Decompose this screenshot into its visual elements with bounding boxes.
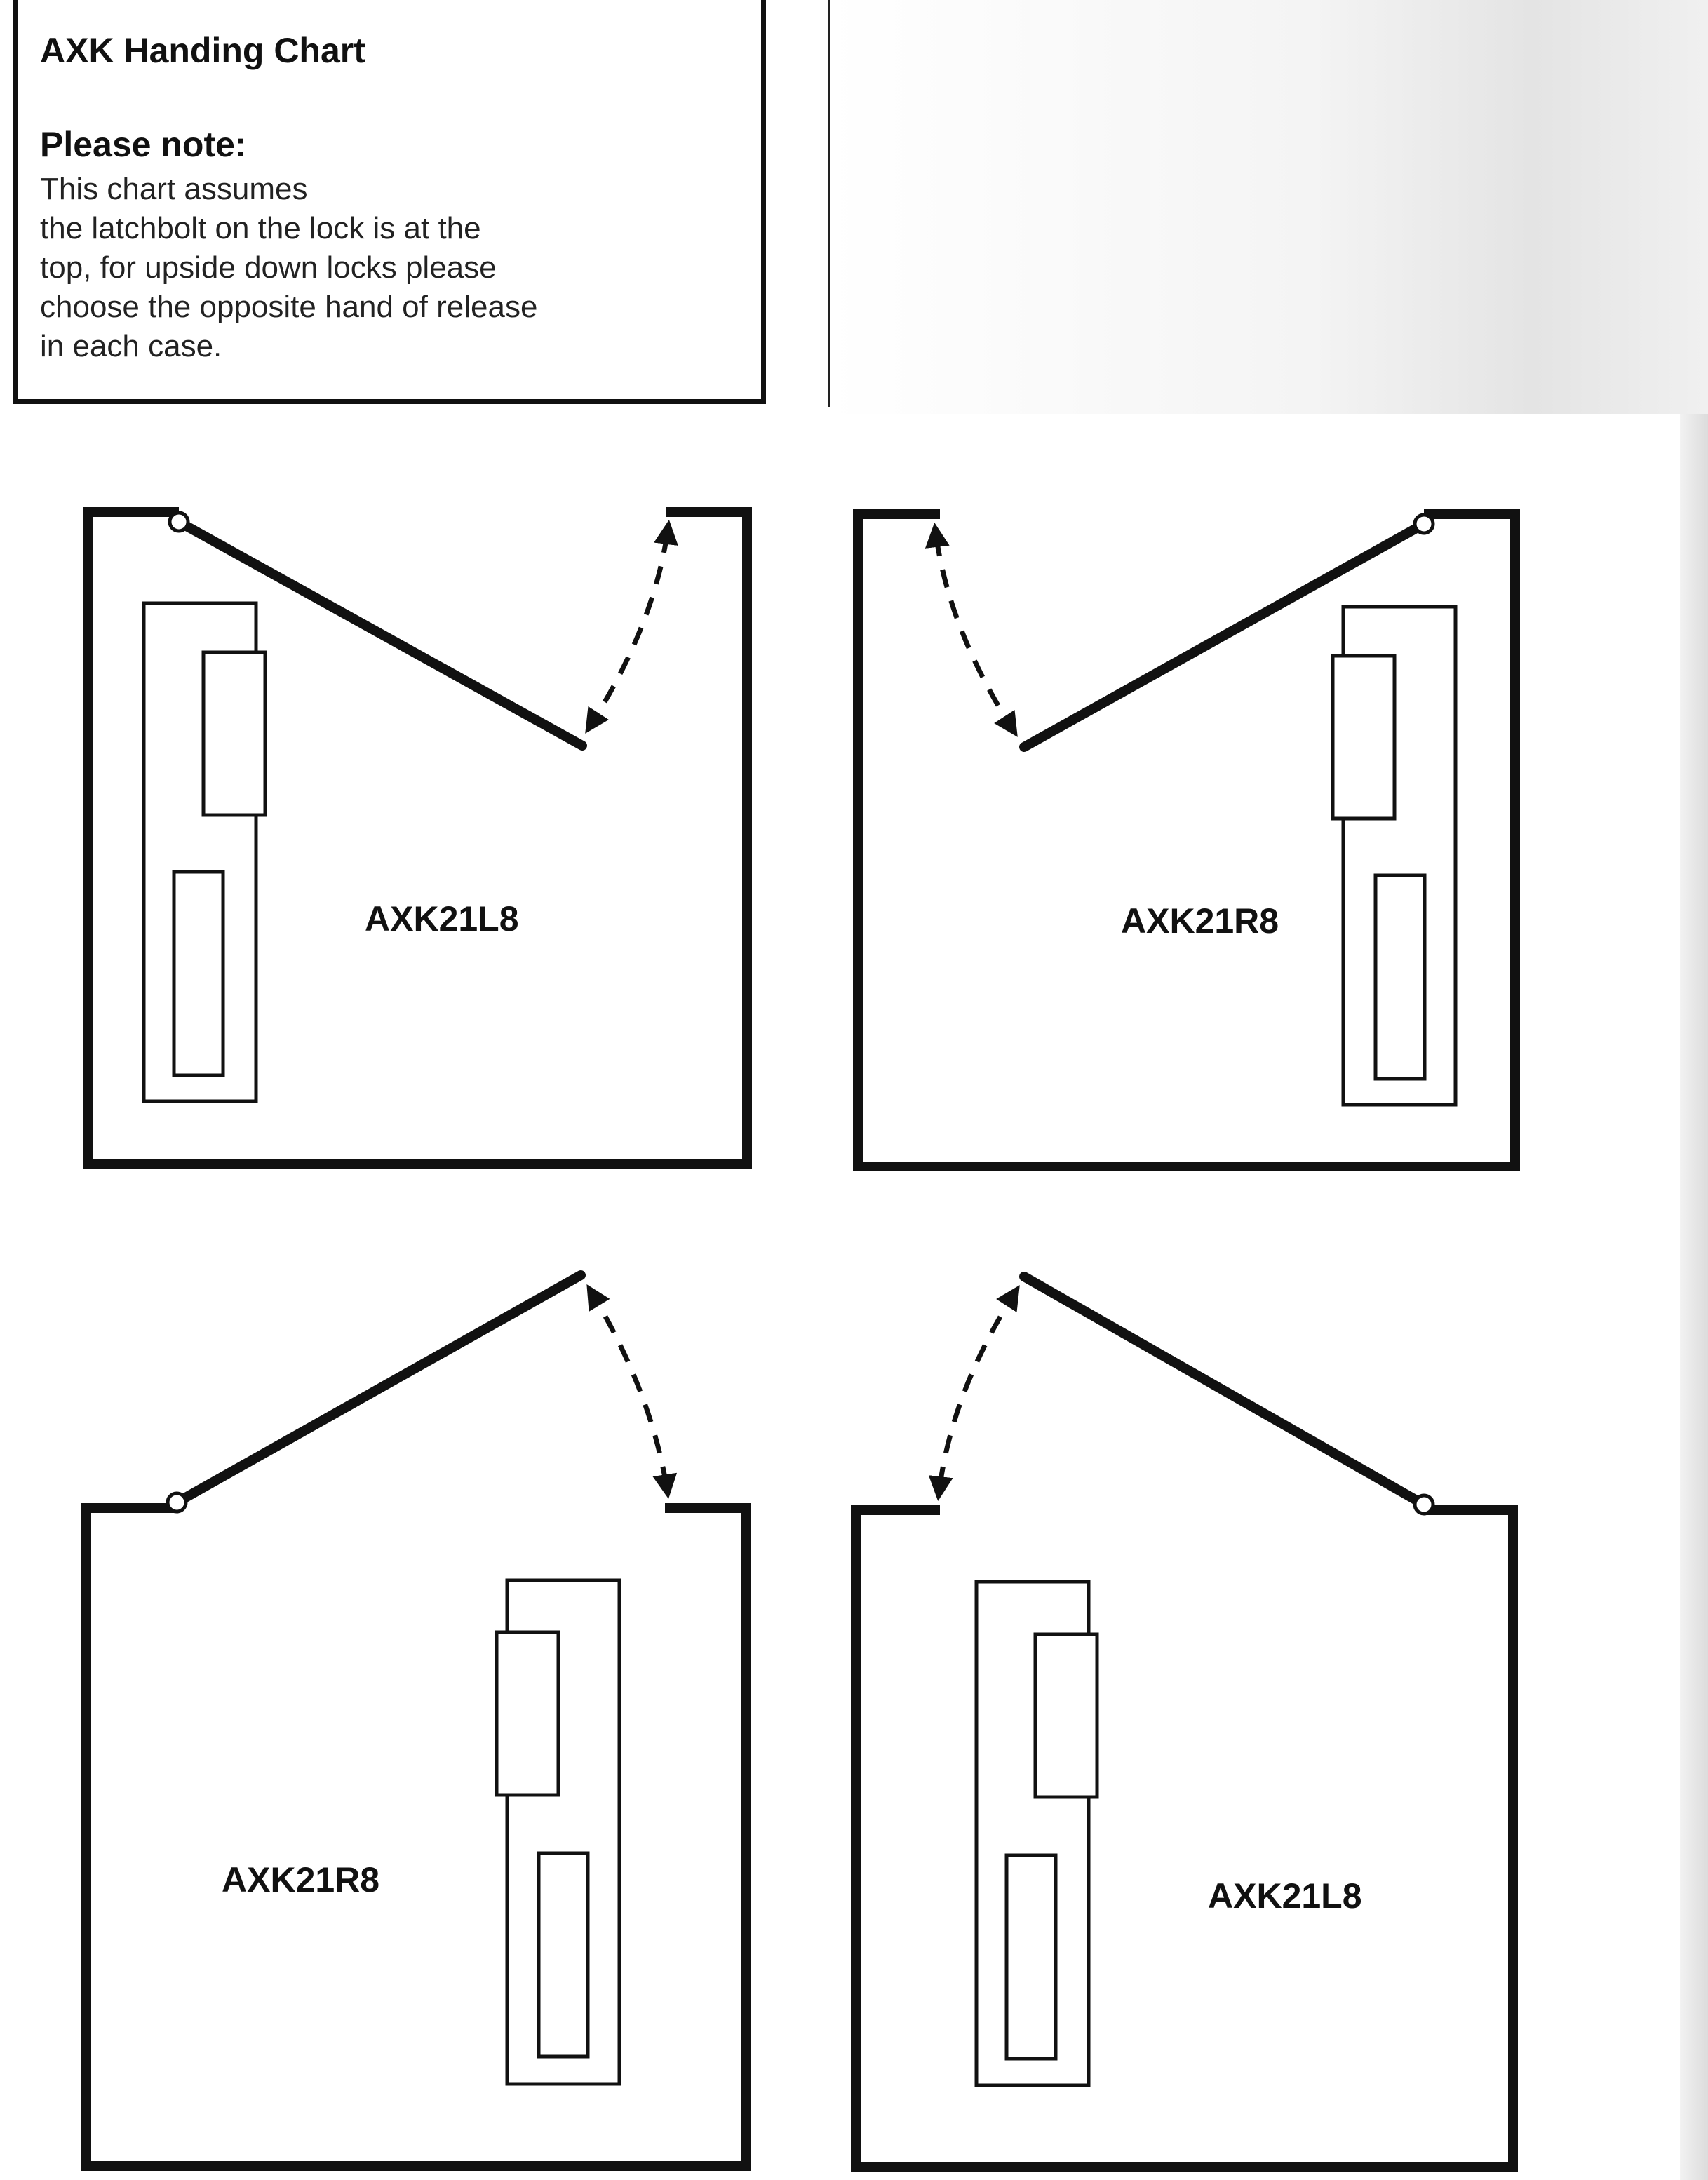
- frame-outline: [86, 1508, 746, 2166]
- swing-arrow: [588, 525, 668, 729]
- diagram-label: AXK21R8: [222, 1860, 380, 1899]
- deadbolt: [539, 1853, 588, 2057]
- note-line: top, for upside down locks please: [40, 250, 497, 285]
- hinge-icon: [168, 1493, 186, 1512]
- latchbolt: [497, 1632, 558, 1795]
- swing-arrow: [939, 1289, 1017, 1496]
- note-line: choose the opposite hand of release: [40, 290, 538, 324]
- deadbolt: [1007, 1855, 1056, 2059]
- swing-arrow: [935, 527, 1015, 733]
- latchbolt: [1035, 1634, 1097, 1797]
- door-diagram-top-left: [88, 512, 747, 1164]
- diagram-label: AXK21L8: [365, 899, 519, 938]
- frame-outline: [856, 1510, 1513, 2167]
- latchbolt: [203, 652, 265, 815]
- diagram-label: AXK21R8: [1121, 901, 1279, 941]
- note-heading: Please note:: [40, 125, 247, 164]
- chart-title: AXK Handing Chart: [40, 31, 365, 70]
- hinge-icon: [1415, 515, 1433, 533]
- door-leaf: [177, 1275, 581, 1502]
- diagram-label: AXK21L8: [1208, 1876, 1362, 1916]
- door-diagram-bottom-right: [856, 1277, 1513, 2167]
- latchbolt: [1333, 656, 1394, 819]
- door-diagram-top-right: [858, 514, 1515, 1166]
- swing-arrow: [589, 1289, 668, 1494]
- door-leaf: [1024, 1277, 1424, 1505]
- deadbolt: [174, 872, 223, 1075]
- note-line: This chart assumes: [40, 172, 308, 206]
- door-diagram-bottom-left: [86, 1275, 746, 2166]
- hinge-icon: [170, 513, 188, 531]
- hinge-icon: [1415, 1495, 1433, 1514]
- note-line: in each case.: [40, 329, 222, 363]
- note-line: the latchbolt on the lock is at the: [40, 211, 481, 245]
- deadbolt: [1376, 875, 1425, 1079]
